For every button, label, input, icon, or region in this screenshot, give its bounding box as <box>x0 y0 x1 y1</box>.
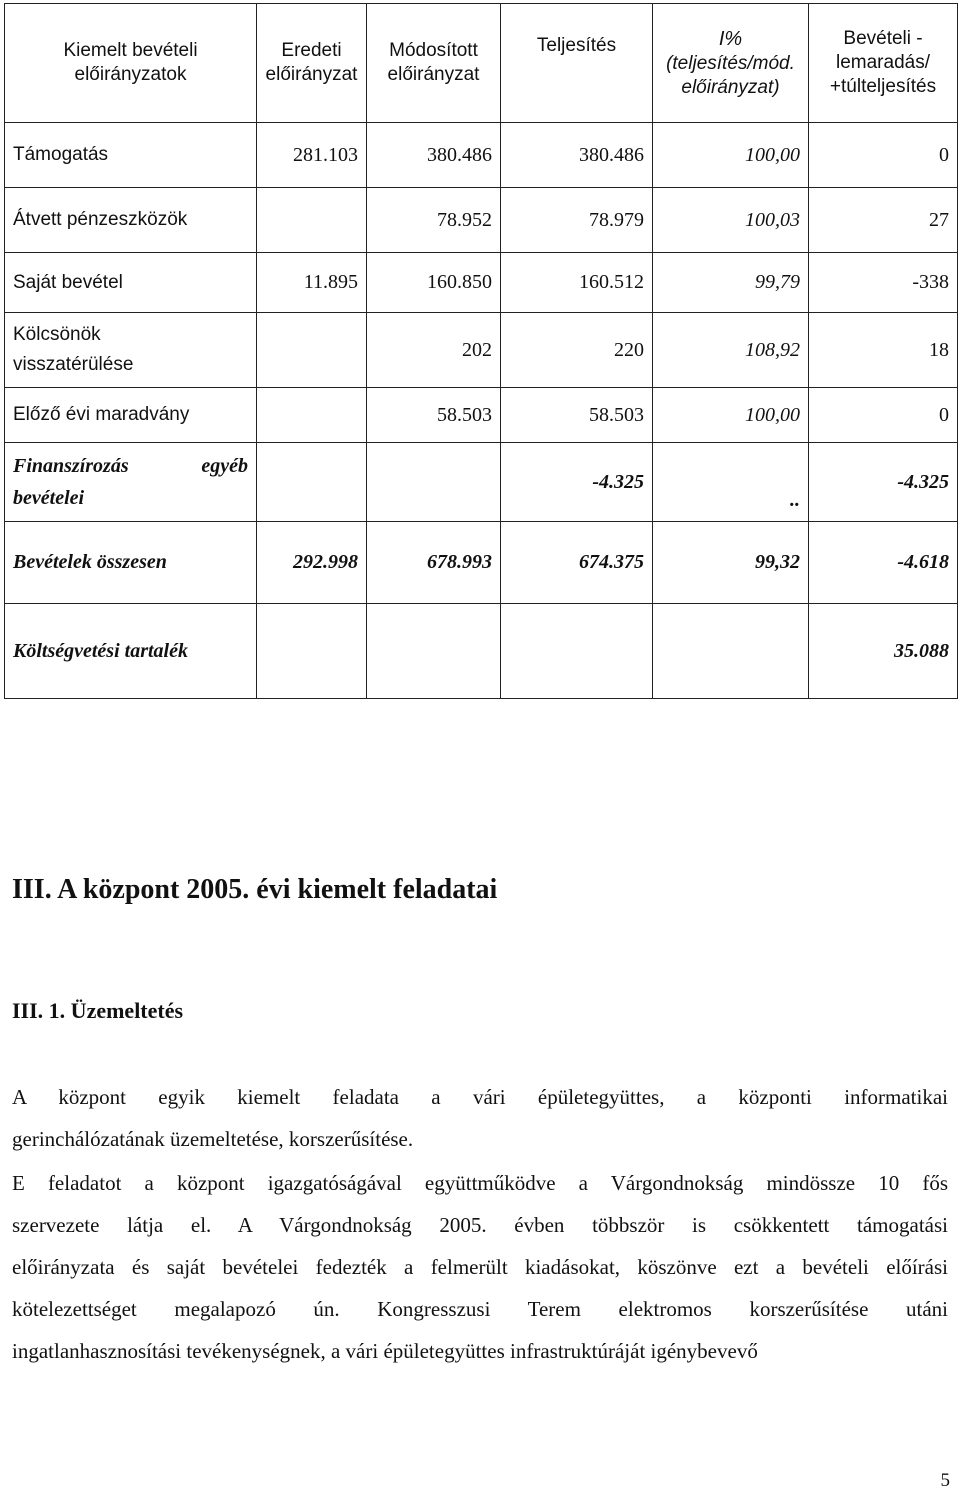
row-label: Költségvetési tartalék <box>5 604 257 699</box>
cell-teljesites: 220 <box>501 313 653 388</box>
cell-teljesites: 160.512 <box>501 253 653 313</box>
table-row <box>5 443 958 522</box>
cell-modositott: 160.850 <box>367 253 501 313</box>
cell-percent: 99,32 <box>653 522 809 604</box>
cell-lemaradas: 0 <box>809 123 958 188</box>
paragraph-line: szervezete látja el. A Várgondnokság 2005. évben többször is csökkentett támogatási <box>12 1213 948 1237</box>
header-eredeti: Eredeti előirányzat <box>257 4 367 123</box>
header-teljesites: Teljesítés <box>501 4 653 123</box>
table-row <box>5 388 958 443</box>
table-row <box>5 188 958 253</box>
cell-eredeti <box>257 313 367 388</box>
row-label-line2: bevételei <box>13 487 85 509</box>
cell-eredeti: 292.998 <box>257 522 367 604</box>
cell-percent: 99,79 <box>653 253 809 313</box>
table-row <box>5 313 958 388</box>
header-modositott: Módosított előirányzat <box>367 4 501 123</box>
cell-modositott <box>367 443 501 522</box>
cell-modositott: 380.486 <box>367 123 501 188</box>
table-header-row <box>5 4 958 123</box>
cell-percent: 100,00 <box>653 123 809 188</box>
cell-teljesites: 380.486 <box>501 123 653 188</box>
row-label-line2: visszatérülése <box>13 354 134 375</box>
cell-teljesites: 58.503 <box>501 388 653 443</box>
cell-eredeti <box>257 443 367 522</box>
section-title: III. A központ 2005. évi kiemelt feladatai <box>12 874 498 905</box>
cell-percent <box>653 604 809 699</box>
paragraph-line: ingatlanhasznosítási tevékenységnek, a vári épületegyüttes infrastruktúráját igénybevevő <box>12 1339 758 1363</box>
cell-lemaradas: 35.088 <box>809 604 958 699</box>
cell-eredeti <box>257 188 367 253</box>
cell-teljesites: 78.979 <box>501 188 653 253</box>
cell-percent: .. <box>653 443 809 522</box>
cell-modositott: 202 <box>367 313 501 388</box>
paragraph-line: A központ egyik kiemelt feladata a vári épületegyüttes, a központi informatikai <box>12 1085 948 1109</box>
cell-lemaradas: 27 <box>809 188 958 253</box>
cell-teljesites <box>501 604 653 699</box>
row-label-line1 <box>13 450 248 482</box>
cell-lemaradas: 0 <box>809 388 958 443</box>
row-label-word1: Finanszírozás <box>13 455 129 477</box>
header-percent <box>653 4 809 123</box>
cell-eredeti: 281.103 <box>257 123 367 188</box>
header-percent-desc: (teljesítés/mód. előirányzat) <box>666 52 795 98</box>
table-row <box>5 522 958 604</box>
row-label: Saját bevétel <box>5 253 257 313</box>
cell-percent: 100,00 <box>653 388 809 443</box>
row-label <box>5 443 257 522</box>
table-row <box>5 123 958 188</box>
row-label-line1: Kölcsönök <box>13 323 101 345</box>
cell-modositott: 58.503 <box>367 388 501 443</box>
cell-percent: 108,92 <box>653 313 809 388</box>
paragraph-line: előirányzata és saját bevételei fedezték a felmerült kiadásokat, köszönve ezt a bevételi előírási <box>12 1255 948 1279</box>
cell-modositott <box>367 604 501 699</box>
cell-modositott: 78.952 <box>367 188 501 253</box>
cell-teljesites: 674.375 <box>501 522 653 604</box>
paragraph-2 <box>12 1162 948 1372</box>
cell-eredeti <box>257 388 367 443</box>
paragraph-line: E feladatot a központ igazgatóságával együttműködve a Várgondnokság mindössze 10 fős <box>12 1171 948 1195</box>
cell-eredeti <box>257 604 367 699</box>
paragraph-line: gerinchálózatának üzemeltetése, korszerűsítése. <box>12 1127 414 1151</box>
paragraph-line: kötelezettséget megalapozó ún. Kongresszusi Terem elektromos korszerűsítése utáni <box>12 1297 948 1321</box>
cell-modositott: 678.993 <box>367 522 501 604</box>
cell-percent: 100,03 <box>653 188 809 253</box>
header-percent-symbol: I% <box>718 27 743 50</box>
cell-lemaradas: -4.325 <box>809 443 958 522</box>
subsection-title: III. 1. Üzemeltetés <box>12 998 184 1023</box>
row-label <box>5 313 257 388</box>
cell-lemaradas: 18 <box>809 313 958 388</box>
row-label: Bevételek összesen <box>5 522 257 604</box>
row-label-word2: egyéb <box>201 455 248 477</box>
page-number: 5 <box>940 1470 950 1491</box>
header-lemaradas: Bevételi -lemaradás/ +túlteljesítés <box>809 4 958 123</box>
cell-lemaradas: -4.618 <box>809 522 958 604</box>
row-label: Átvett pénzeszközök <box>5 188 257 253</box>
cell-lemaradas: -338 <box>809 253 958 313</box>
table-row <box>5 604 958 699</box>
header-kiemelt-bevételi: Kiemelt bevételi előirányzatok <box>5 4 257 123</box>
cell-eredeti: 11.895 <box>257 253 367 313</box>
row-label: Előző évi maradvány <box>5 388 257 443</box>
row-label: Támogatás <box>5 123 257 188</box>
table-row <box>5 253 958 313</box>
paragraph-1 <box>12 1076 948 1160</box>
budget-table <box>4 3 958 699</box>
cell-teljesites: -4.325 <box>501 443 653 522</box>
